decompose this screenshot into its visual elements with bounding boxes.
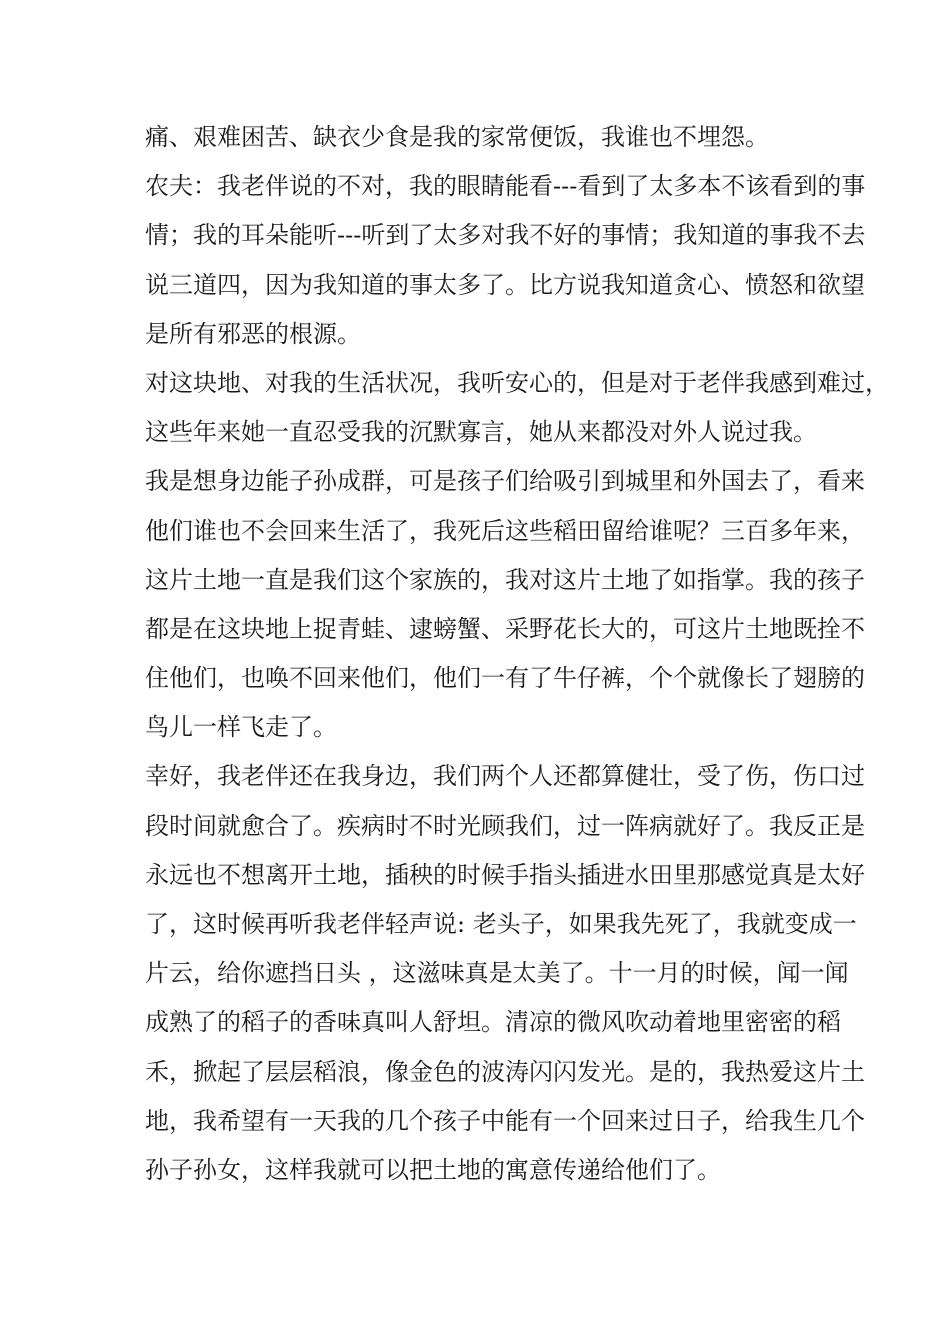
text-line: 这片土地一直是我们这个家族的，我对这片土地了如指掌。我的孩子	[145, 565, 865, 594]
text-line: 孙子孙女，这样我就可以把土地的寓意传递给他们了。	[145, 1155, 721, 1184]
text-line: 段时间就愈合了。疾病时不时光顾我们，过一阵病就好了。我反正是	[145, 811, 865, 840]
text-line: 我是想身边能子孙成群，可是孩子们给吸引到城里和外国去了，看来	[145, 467, 865, 496]
paragraph	[145, 752, 865, 1195]
text-line: 是所有邪恶的根源。	[145, 319, 361, 348]
paragraph	[145, 359, 889, 457]
text-line: 了，这时候再听我老伴轻声说: 老头子，如果我先死了，我就变成一	[145, 910, 857, 938]
text-line: 他们谁也不会回来生活了，我死后这些稻田留给谁呢？三百多年来，	[145, 516, 865, 545]
text-line: 痛、艰难困苦、缺衣少食是我的家常便饭，我谁也不埋怨。	[145, 123, 769, 151]
text-line: 幸好，我老伴还在我身边，我们两个人还都算健壮，受了伤，伤口过	[145, 762, 865, 791]
text-line: 情；我的耳朵能听---听到了太多对我不好的事情；我知道的事我不去	[145, 221, 866, 250]
text-line: 都是在这块地上捉青蛙、逮螃蟹、采野花长大的，可这片土地既拴不	[145, 614, 865, 643]
text-line: 对这块地、对我的生活状况，我听安心的，但是对于老伴我感到难过，	[145, 368, 889, 397]
text-line: 片云，给你遮挡日头 ，这滋味真是太美了。十一月的时候，闻一闻	[145, 959, 849, 988]
text-line: 住他们，也唤不回来他们，他们一有了牛仔裤，个个就像长了翅膀的	[145, 664, 865, 693]
paragraph	[145, 457, 865, 752]
text-line: 说三道四，因为我知道的事太多了。比方说我知道贪心、愤怒和欲望	[145, 270, 865, 299]
paragraph	[145, 113, 817, 162]
text-line: 禾，掀起了层层稻浪，像金色的波涛闪闪发光。是的，我热爱这片土	[145, 1057, 865, 1086]
text-line: 地，我希望有一天我的几个孩子中能有一个回来过日子，给我生几个	[145, 1106, 865, 1135]
text-line: 成熟了的稻子的香味真叫人舒坦。清凉的微风吹动着地里密密的稻	[145, 1008, 841, 1037]
text-line: 永远也不想离开土地，插秧的时候手指头插进水田里那感觉真是太好	[145, 860, 865, 889]
text-line: 农夫：我老伴说的不对，我的眼睛能看---看到了太多本不该看到的事	[145, 172, 866, 201]
document-body	[145, 113, 889, 1195]
text-line: 鸟儿一样飞走了。	[145, 713, 337, 742]
paragraph	[145, 162, 866, 359]
text-line: 这些年来她一直忍受我的沉默寡言，她从来都没对外人说过我。	[145, 418, 817, 447]
